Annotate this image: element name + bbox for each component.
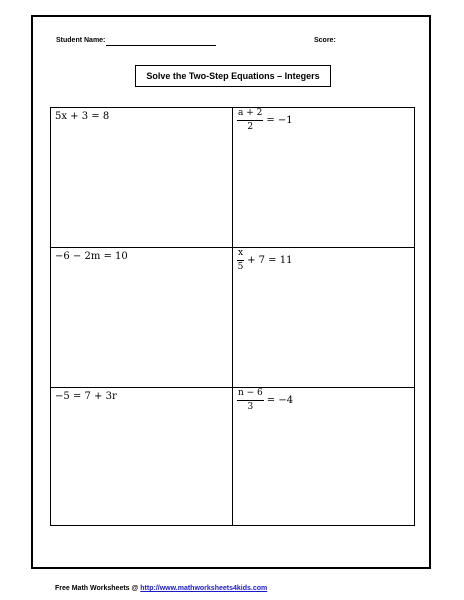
footer-link[interactable]: http://www.mathworksheets4kids.com [140, 585, 268, 592]
problem-equation [237, 248, 292, 273]
worksheet-title-text: Solve the Two-Step Equations – Integers [146, 71, 320, 81]
problem-cell-5 [51, 388, 233, 525]
fraction [237, 248, 244, 273]
fraction-numerator: a + 2 [237, 108, 263, 121]
problem-equation: −5 = 7 + 3r [55, 391, 117, 402]
problem-grid [50, 107, 415, 526]
fraction-numerator: x [237, 248, 244, 261]
problem-cell-2 [233, 108, 414, 248]
problem-cell-3 [51, 248, 233, 388]
problem-equation [237, 108, 293, 133]
worksheet-title [135, 65, 331, 87]
equation-rest: = −1 [266, 115, 293, 126]
student-name-blank [106, 45, 216, 46]
fraction [237, 388, 264, 413]
fraction-denominator: 3 [247, 402, 254, 412]
problem-equation: 5x + 3 = 8 [55, 111, 110, 122]
footer [55, 585, 267, 592]
equation-rest: + 7 = 11 [247, 255, 293, 266]
problem-equation [237, 388, 293, 413]
equation-rest: = −4 [266, 395, 294, 406]
problem-cell-4 [233, 248, 414, 388]
problem-cell-1 [51, 108, 233, 248]
fraction [237, 108, 263, 133]
problem-equation: −6 − 2m = 10 [55, 251, 128, 262]
fraction-denominator: 5 [237, 262, 244, 272]
score-label: Score: [314, 37, 336, 44]
student-name-label: Student Name: [56, 37, 106, 44]
fraction-denominator: 2 [247, 122, 254, 132]
problem-cell-6 [233, 388, 414, 525]
footer-label: Free Math Worksheets @ [55, 585, 141, 592]
fraction-numerator: n − 6 [237, 388, 264, 401]
